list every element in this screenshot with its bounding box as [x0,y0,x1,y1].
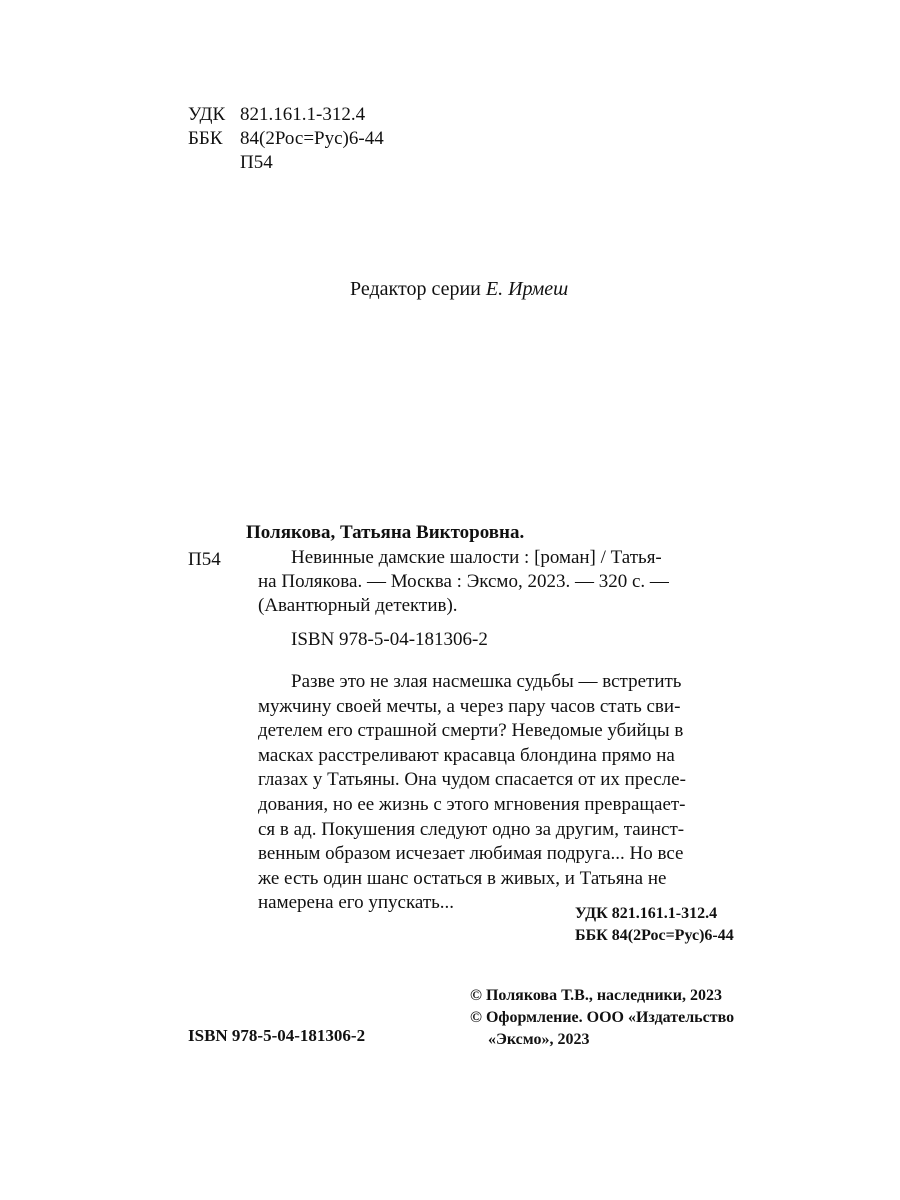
copyright-line: © Оформление. ООО «Издательство [470,1009,735,1026]
footer-classification [575,903,734,947]
bib-line: (Авантюрный детектив). [258,595,458,616]
bibliographic-description [258,546,753,618]
author-heading: Полякова, Татьяна Викторовна. [246,522,525,543]
bbk-value: 84(2Рос=Рус)6-44 [240,128,384,149]
copyright-block [470,985,734,1051]
annotation-line: же есть один шанс остаться в живых, и Татьяна не [258,867,667,889]
annotation-line: мужчину своей мечты, а через пару часов стать сви- [258,695,681,717]
catalog-code: П54 [188,549,221,570]
annotation-line: детелем его страшной смерти? Неведомые убийцы в [258,720,684,742]
copyright-line: «Эксмо», 2023 [488,1031,590,1048]
annotation-line: глазах у Татьяны. Она чудом спасается от их пресле- [258,769,686,791]
footer-bbk: ББК 84(2Рос=Рус)6-44 [575,927,734,944]
classification-block [188,103,384,175]
bib-line: на Полякова. — Москва : Эксмо, 2023. — 320 с. — [258,571,669,592]
annotation [258,670,758,916]
udc-label: УДК [188,104,226,125]
author-sign: П54 [240,152,273,173]
annotation-line: дования, но ее жизнь с этого мгновения превращает- [258,793,686,815]
annotation-line: масках расстреливают красавца блондина прямо на [258,744,675,766]
series-editor-name: Е. Ирмеш [485,278,569,300]
udc-value: 821.161.1-312.4 [240,104,366,125]
series-editor-line [350,277,568,301]
footer-isbn: ISBN 978-5-04-181306-2 [188,1026,366,1045]
udc-row [188,103,384,127]
copyright-line: © Полякова Т.В., наследники, 2023 [470,987,722,1004]
bbk-label: ББК [188,128,223,149]
bib-line: Невинные дамские шалости : [роман] / Татья- [291,547,662,568]
annotation-line: Разве это не злая насмешка судьбы — встретить [291,671,682,692]
annotation-line: намерена его упускать... [258,892,455,914]
bbk-row [188,127,384,151]
annotation-line: венным образом исчезает любимая подруга... Но все [258,843,684,865]
footer-udc: УДК 821.161.1-312.4 [575,905,718,922]
series-editor-label: Редактор серии [350,278,481,300]
isbn-entry: ISBN 978-5-04-181306-2 [291,629,488,650]
annotation-line: ся в ад. Покушения следуют одно за другим, таинст- [258,818,685,840]
